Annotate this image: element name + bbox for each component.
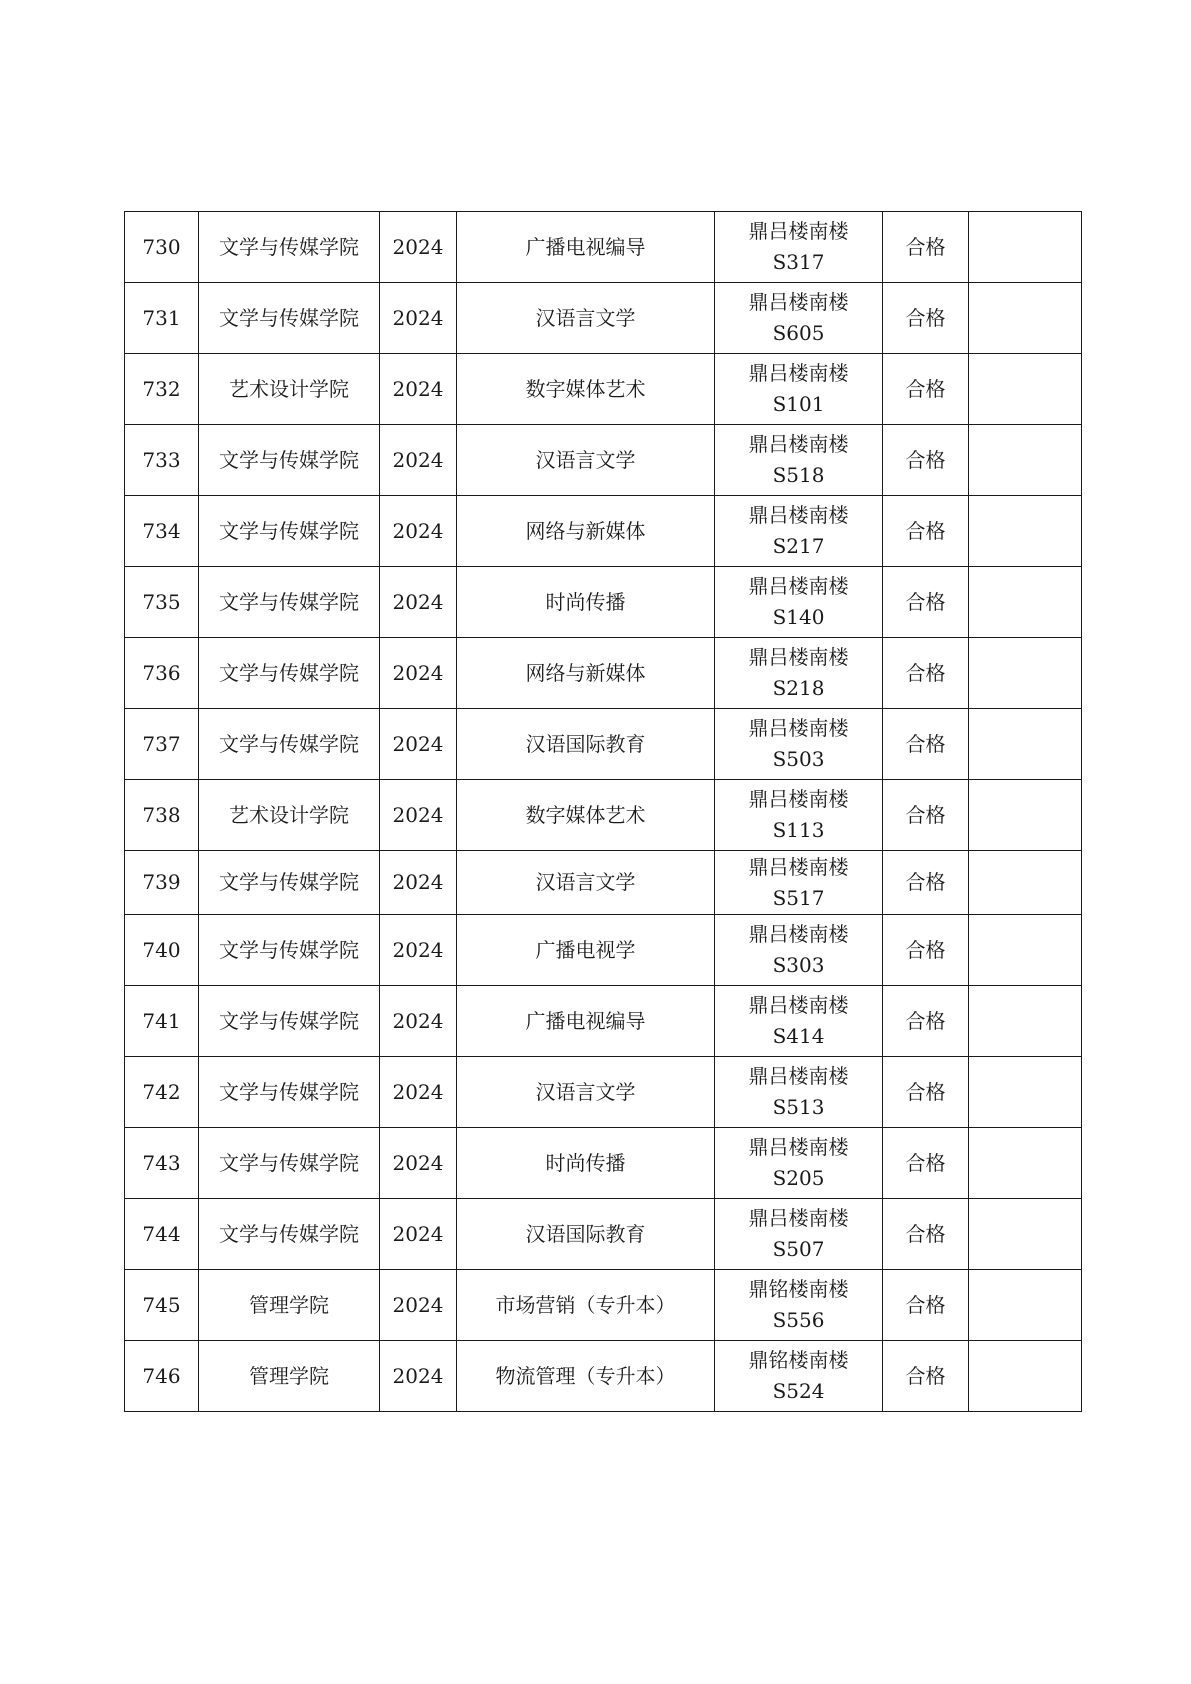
location-cell: [715, 354, 883, 425]
remark-cell: [969, 1270, 1082, 1341]
location-cell: [715, 1341, 883, 1412]
row-number: 733: [125, 425, 199, 496]
college-cell: 艺术设计学院: [199, 354, 380, 425]
location-room: S517: [772, 885, 825, 910]
location-building: 鼎铭楼南楼: [748, 1348, 849, 1372]
remark-cell: [969, 638, 1082, 709]
location-room: S113: [772, 818, 825, 842]
college-cell: 文学与传媒学院: [199, 425, 380, 496]
inspection-table: [124, 211, 1082, 1412]
row-number: 736: [125, 638, 199, 709]
year-cell: 2024: [380, 1341, 457, 1412]
location-building: 鼎吕楼南楼: [748, 1064, 849, 1088]
location-room: S140: [772, 605, 825, 629]
table-body: [125, 212, 1082, 1412]
row-number: 738: [125, 780, 199, 851]
location-room: S513: [772, 1095, 825, 1119]
result-cell: 合格: [883, 354, 969, 425]
location-building: 鼎吕楼南楼: [748, 1135, 849, 1159]
location-building: 鼎吕楼南楼: [748, 290, 849, 314]
location-room: S503: [772, 747, 825, 771]
location-room: S414: [772, 1024, 825, 1048]
result-cell: 合格: [883, 915, 969, 986]
remark-cell: [969, 851, 1082, 915]
college-cell: 文学与传媒学院: [199, 709, 380, 780]
location-room: S317: [772, 250, 825, 274]
college-cell: 管理学院: [199, 1270, 380, 1341]
location-building: 鼎吕楼南楼: [748, 993, 849, 1017]
table-row: [125, 1270, 1082, 1341]
location-cell: [715, 851, 883, 915]
major-cell: 汉语言文学: [457, 1057, 715, 1128]
remark-cell: [969, 709, 1082, 780]
table-row: [125, 212, 1082, 283]
college-cell: 文学与传媒学院: [199, 851, 380, 915]
location-cell: [715, 1128, 883, 1199]
year-cell: 2024: [380, 638, 457, 709]
row-number: 734: [125, 496, 199, 567]
location-room: S605: [772, 321, 825, 345]
major-cell: 市场营销（专升本）: [457, 1270, 715, 1341]
location-building: 鼎吕楼南楼: [748, 432, 849, 456]
major-cell: 网络与新媒体: [457, 496, 715, 567]
table-row: [125, 780, 1082, 851]
row-number: 737: [125, 709, 199, 780]
location-cell: [715, 1057, 883, 1128]
year-cell: 2024: [380, 780, 457, 851]
row-number: 744: [125, 1199, 199, 1270]
table-row: [125, 851, 1082, 915]
result-cell: 合格: [883, 496, 969, 567]
location-cell: [715, 709, 883, 780]
year-cell: 2024: [380, 709, 457, 780]
location-room: S303: [772, 953, 825, 977]
major-cell: 汉语言文学: [457, 851, 715, 915]
location-room: S556: [772, 1308, 825, 1332]
remark-cell: [969, 1128, 1082, 1199]
college-cell: 文学与传媒学院: [199, 283, 380, 354]
location-building: 鼎吕楼南楼: [748, 219, 849, 243]
year-cell: 2024: [380, 1199, 457, 1270]
location-building: 鼎吕楼南楼: [748, 854, 849, 879]
college-cell: 文学与传媒学院: [199, 638, 380, 709]
location-room: S217: [772, 534, 825, 558]
major-cell: 广播电视编导: [457, 212, 715, 283]
row-number: 743: [125, 1128, 199, 1199]
college-cell: 艺术设计学院: [199, 780, 380, 851]
remark-cell: [969, 780, 1082, 851]
year-cell: 2024: [380, 1270, 457, 1341]
year-cell: 2024: [380, 212, 457, 283]
location-room: S507: [772, 1237, 825, 1261]
location-cell: [715, 283, 883, 354]
result-cell: 合格: [883, 709, 969, 780]
major-cell: 广播电视编导: [457, 986, 715, 1057]
remark-cell: [969, 986, 1082, 1057]
result-cell: 合格: [883, 1057, 969, 1128]
location-building: 鼎吕楼南楼: [748, 574, 849, 598]
location-building: 鼎铭楼南楼: [748, 1277, 849, 1301]
row-number: 742: [125, 1057, 199, 1128]
year-cell: 2024: [380, 986, 457, 1057]
major-cell: 网络与新媒体: [457, 638, 715, 709]
result-cell: 合格: [883, 851, 969, 915]
result-cell: 合格: [883, 638, 969, 709]
table-row: [125, 496, 1082, 567]
year-cell: 2024: [380, 851, 457, 915]
location-cell: [715, 425, 883, 496]
college-cell: 文学与传媒学院: [199, 1128, 380, 1199]
college-cell: 文学与传媒学院: [199, 1199, 380, 1270]
major-cell: 时尚传播: [457, 567, 715, 638]
major-cell: 汉语言文学: [457, 283, 715, 354]
location-cell: [715, 915, 883, 986]
remark-cell: [969, 915, 1082, 986]
location-cell: [715, 212, 883, 283]
college-cell: 文学与传媒学院: [199, 986, 380, 1057]
location-building: 鼎吕楼南楼: [748, 716, 849, 740]
table-row: [125, 354, 1082, 425]
year-cell: 2024: [380, 496, 457, 567]
row-number: 745: [125, 1270, 199, 1341]
remark-cell: [969, 1341, 1082, 1412]
location-room: S205: [772, 1166, 825, 1190]
result-cell: 合格: [883, 567, 969, 638]
row-number: 735: [125, 567, 199, 638]
location-room: S218: [772, 676, 825, 700]
major-cell: 广播电视学: [457, 915, 715, 986]
location-building: 鼎吕楼南楼: [748, 787, 849, 811]
result-cell: 合格: [883, 1341, 969, 1412]
year-cell: 2024: [380, 1057, 457, 1128]
result-cell: 合格: [883, 283, 969, 354]
college-cell: 文学与传媒学院: [199, 915, 380, 986]
major-cell: 汉语言文学: [457, 425, 715, 496]
table-row: [125, 1128, 1082, 1199]
table-row: [125, 986, 1082, 1057]
result-cell: 合格: [883, 1199, 969, 1270]
major-cell: 时尚传播: [457, 1128, 715, 1199]
row-number: 730: [125, 212, 199, 283]
major-cell: 汉语国际教育: [457, 1199, 715, 1270]
remark-cell: [969, 212, 1082, 283]
remark-cell: [969, 1199, 1082, 1270]
college-cell: 文学与传媒学院: [199, 212, 380, 283]
location-building: 鼎吕楼南楼: [748, 503, 849, 527]
result-cell: 合格: [883, 780, 969, 851]
table-row: [125, 425, 1082, 496]
year-cell: 2024: [380, 915, 457, 986]
year-cell: 2024: [380, 567, 457, 638]
result-cell: 合格: [883, 986, 969, 1057]
remark-cell: [969, 425, 1082, 496]
remark-cell: [969, 567, 1082, 638]
college-cell: 文学与传媒学院: [199, 496, 380, 567]
location-cell: [715, 567, 883, 638]
row-number: 732: [125, 354, 199, 425]
row-number: 731: [125, 283, 199, 354]
table-row: [125, 1341, 1082, 1412]
location-building: 鼎吕楼南楼: [748, 922, 849, 946]
remark-cell: [969, 354, 1082, 425]
location-building: 鼎吕楼南楼: [748, 645, 849, 669]
table-row: [125, 915, 1082, 986]
result-cell: 合格: [883, 425, 969, 496]
year-cell: 2024: [380, 1128, 457, 1199]
college-cell: 文学与传媒学院: [199, 567, 380, 638]
location-cell: [715, 496, 883, 567]
location-cell: [715, 1270, 883, 1341]
major-cell: 物流管理（专升本）: [457, 1341, 715, 1412]
result-cell: 合格: [883, 212, 969, 283]
major-cell: 汉语国际教育: [457, 709, 715, 780]
college-cell: 管理学院: [199, 1341, 380, 1412]
location-building: 鼎吕楼南楼: [748, 361, 849, 385]
year-cell: 2024: [380, 425, 457, 496]
location-cell: [715, 780, 883, 851]
remark-cell: [969, 283, 1082, 354]
table-row: [125, 567, 1082, 638]
result-cell: 合格: [883, 1128, 969, 1199]
row-number: 746: [125, 1341, 199, 1412]
remark-cell: [969, 1057, 1082, 1128]
year-cell: 2024: [380, 354, 457, 425]
table-row: [125, 1057, 1082, 1128]
table-row: [125, 638, 1082, 709]
table-row: [125, 283, 1082, 354]
table-row: [125, 709, 1082, 780]
location-room: S518: [772, 463, 825, 487]
major-cell: 数字媒体艺术: [457, 780, 715, 851]
result-cell: 合格: [883, 1270, 969, 1341]
location-building: 鼎吕楼南楼: [748, 1206, 849, 1230]
table-row: [125, 1199, 1082, 1270]
major-cell: 数字媒体艺术: [457, 354, 715, 425]
location-cell: [715, 986, 883, 1057]
remark-cell: [969, 496, 1082, 567]
college-cell: 文学与传媒学院: [199, 1057, 380, 1128]
row-number: 741: [125, 986, 199, 1057]
location-room: S524: [772, 1379, 825, 1403]
location-cell: [715, 638, 883, 709]
location-room: S101: [772, 392, 825, 416]
row-number: 739: [125, 851, 199, 915]
year-cell: 2024: [380, 283, 457, 354]
location-cell: [715, 1199, 883, 1270]
row-number: 740: [125, 915, 199, 986]
